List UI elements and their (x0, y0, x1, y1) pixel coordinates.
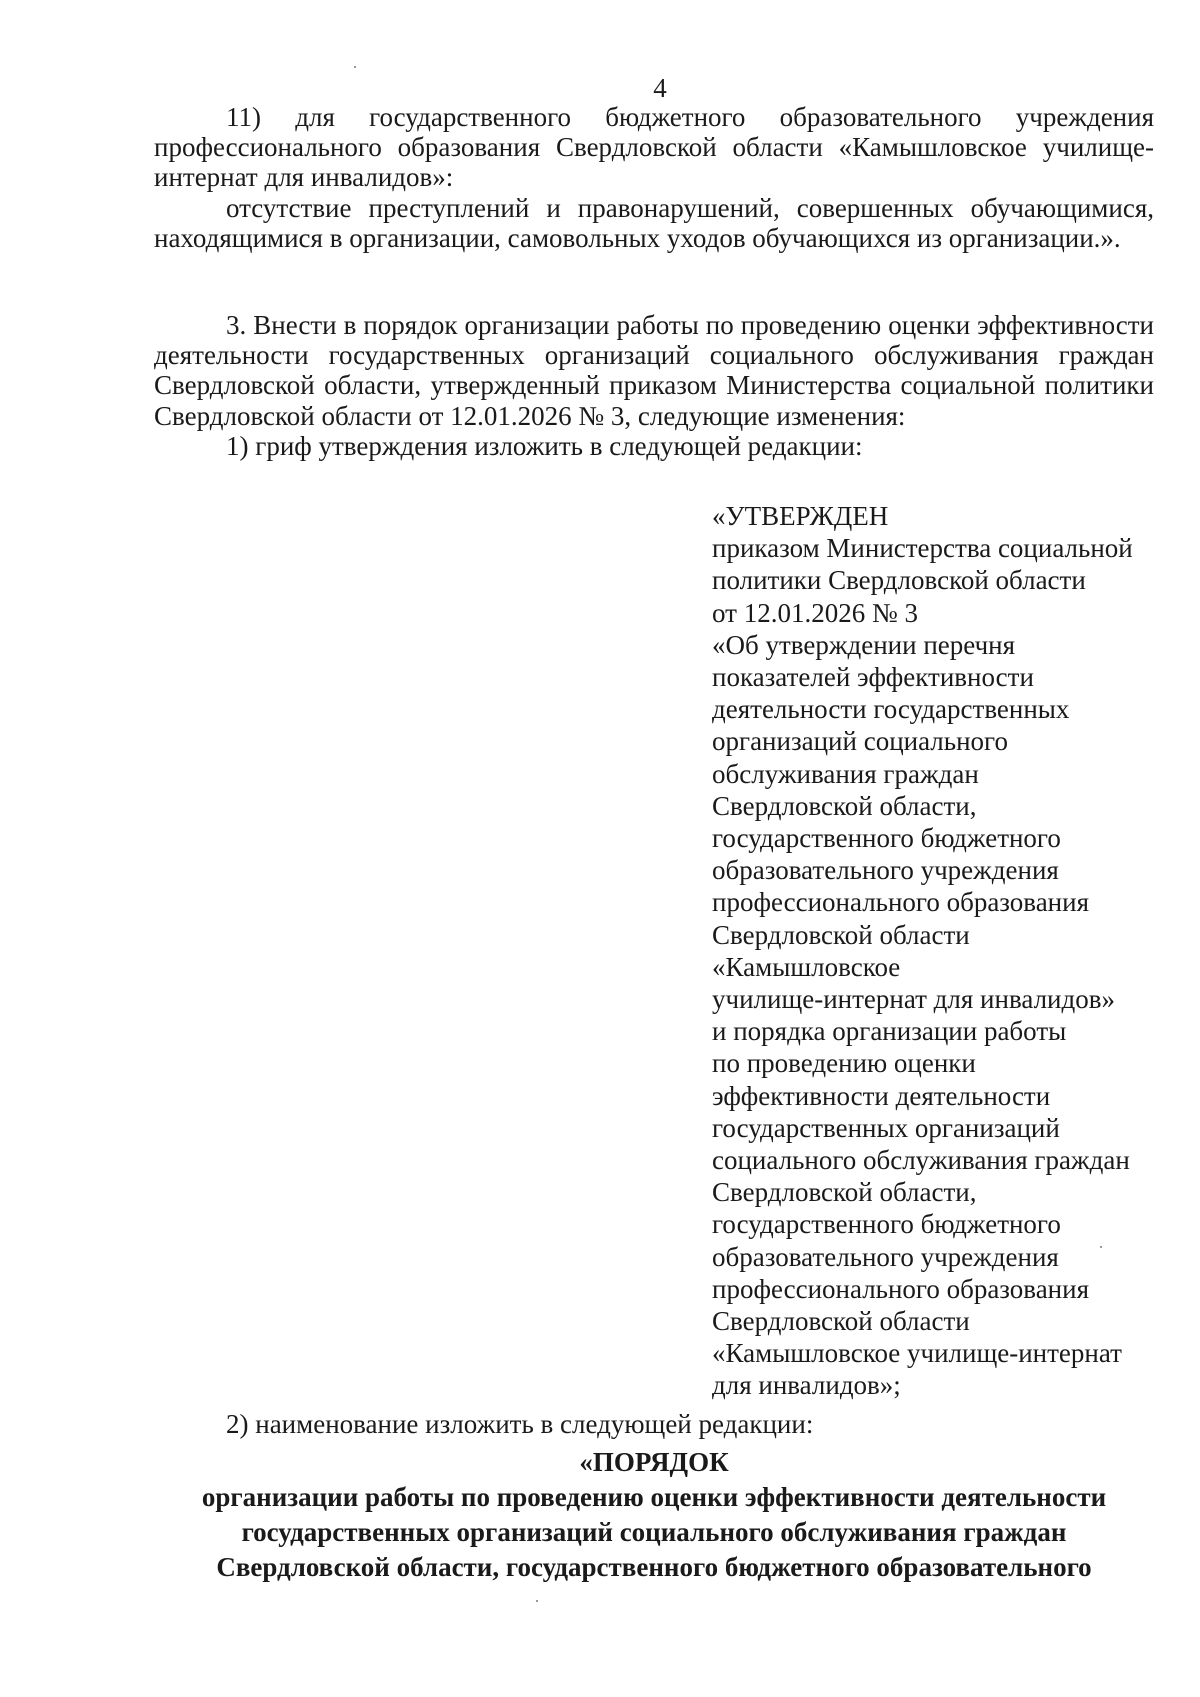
page-number: 4 (653, 73, 667, 103)
approval-line: от 12.01.2026 № 3 (712, 597, 918, 628)
approval-line: «Камышловское (712, 951, 901, 982)
body-text-item-3 (154, 310, 1154, 461)
item-3-subitem-1: 1) гриф утверждения изложить в следующей редакции: (226, 430, 863, 461)
item-3-paragraph: 3. Внести в порядок организации работы по проведению оценки эффективности деятельности государственных организаций социального обслуживания граждан Свердловской области, утвержденный приказом Министерства социальной политики Свердловской области от 12.01.2026 № 3, следующие изменения: (154, 310, 1154, 431)
approval-line: профессионального образования (712, 1273, 1089, 1304)
approval-line: государственного бюджетного (712, 1209, 1061, 1240)
scan-speck (354, 66, 356, 68)
approval-line: образовательного учреждения (712, 1241, 1059, 1272)
item-11-indicator-paragraph: отсутствие преступлений и правонарушений, совершенных обучающимися, находящимися в организации, самовольных уходов обучающихся из организации.». (154, 192, 1154, 253)
approval-line: Свердловской области (712, 919, 970, 950)
approval-line: училище-интернат для инвалидов» (712, 984, 1115, 1015)
approval-line: для инвалидов»; (712, 1370, 901, 1401)
approval-line: показателей эффективности (712, 662, 1034, 693)
scan-speck (1100, 1246, 1102, 1248)
approval-line: и порядка организации работы (712, 1016, 1067, 1047)
scan-speck (536, 1600, 538, 1602)
heading-line: государственных организаций социального обслуживания граждан (241, 1517, 1067, 1547)
approval-line: эффективности деятельности (712, 1080, 1051, 1111)
document-heading (154, 1445, 1154, 1585)
approval-line: обслуживания граждан (712, 758, 979, 789)
approval-line: организаций социального (712, 726, 1008, 757)
approval-line: образовательного учреждения (712, 855, 1059, 886)
item-11-paragraph: 11) для государственного бюджетного образовательного учреждения профессионального образования Свердловской области «Камышловское училище-интернат для инвалидов»: (154, 102, 1154, 193)
approval-line: социального обслуживания граждан (712, 1145, 1130, 1176)
approval-line: приказом Министерства социальной (712, 533, 1133, 564)
approval-line: «УТВЕРЖДЕН (712, 501, 889, 531)
approval-line: «Камышловское училище-интернат (712, 1338, 1122, 1369)
approval-line: деятельности государственных (712, 694, 1070, 725)
heading-line: организации работы по проведению оценки эффективности деятельности (201, 1482, 1107, 1512)
approval-stamp-block (712, 500, 1172, 1402)
approval-line: профессионального образования (712, 887, 1089, 918)
heading-line: «ПОРЯДОК (579, 1447, 729, 1477)
body-text-item-11 (154, 102, 1154, 253)
approval-line: политики Свердловской области (712, 565, 1086, 596)
approval-line: Свердловской области, (712, 1177, 977, 1208)
item-2-paragraph: 2) наименование изложить в следующей редакции: (226, 1409, 814, 1439)
approval-line: государственного бюджетного (712, 823, 1061, 854)
approval-line: государственных организаций (712, 1112, 1060, 1143)
approval-line: «Об утверждении перечня (712, 629, 1016, 660)
heading-line: Свердловской области, государственного бюджетного образовательного (216, 1552, 1092, 1582)
approval-line: Свердловской области (712, 1306, 970, 1337)
approval-line: Свердловской области, (712, 790, 977, 821)
approval-line: по проведению оценки (712, 1048, 976, 1079)
